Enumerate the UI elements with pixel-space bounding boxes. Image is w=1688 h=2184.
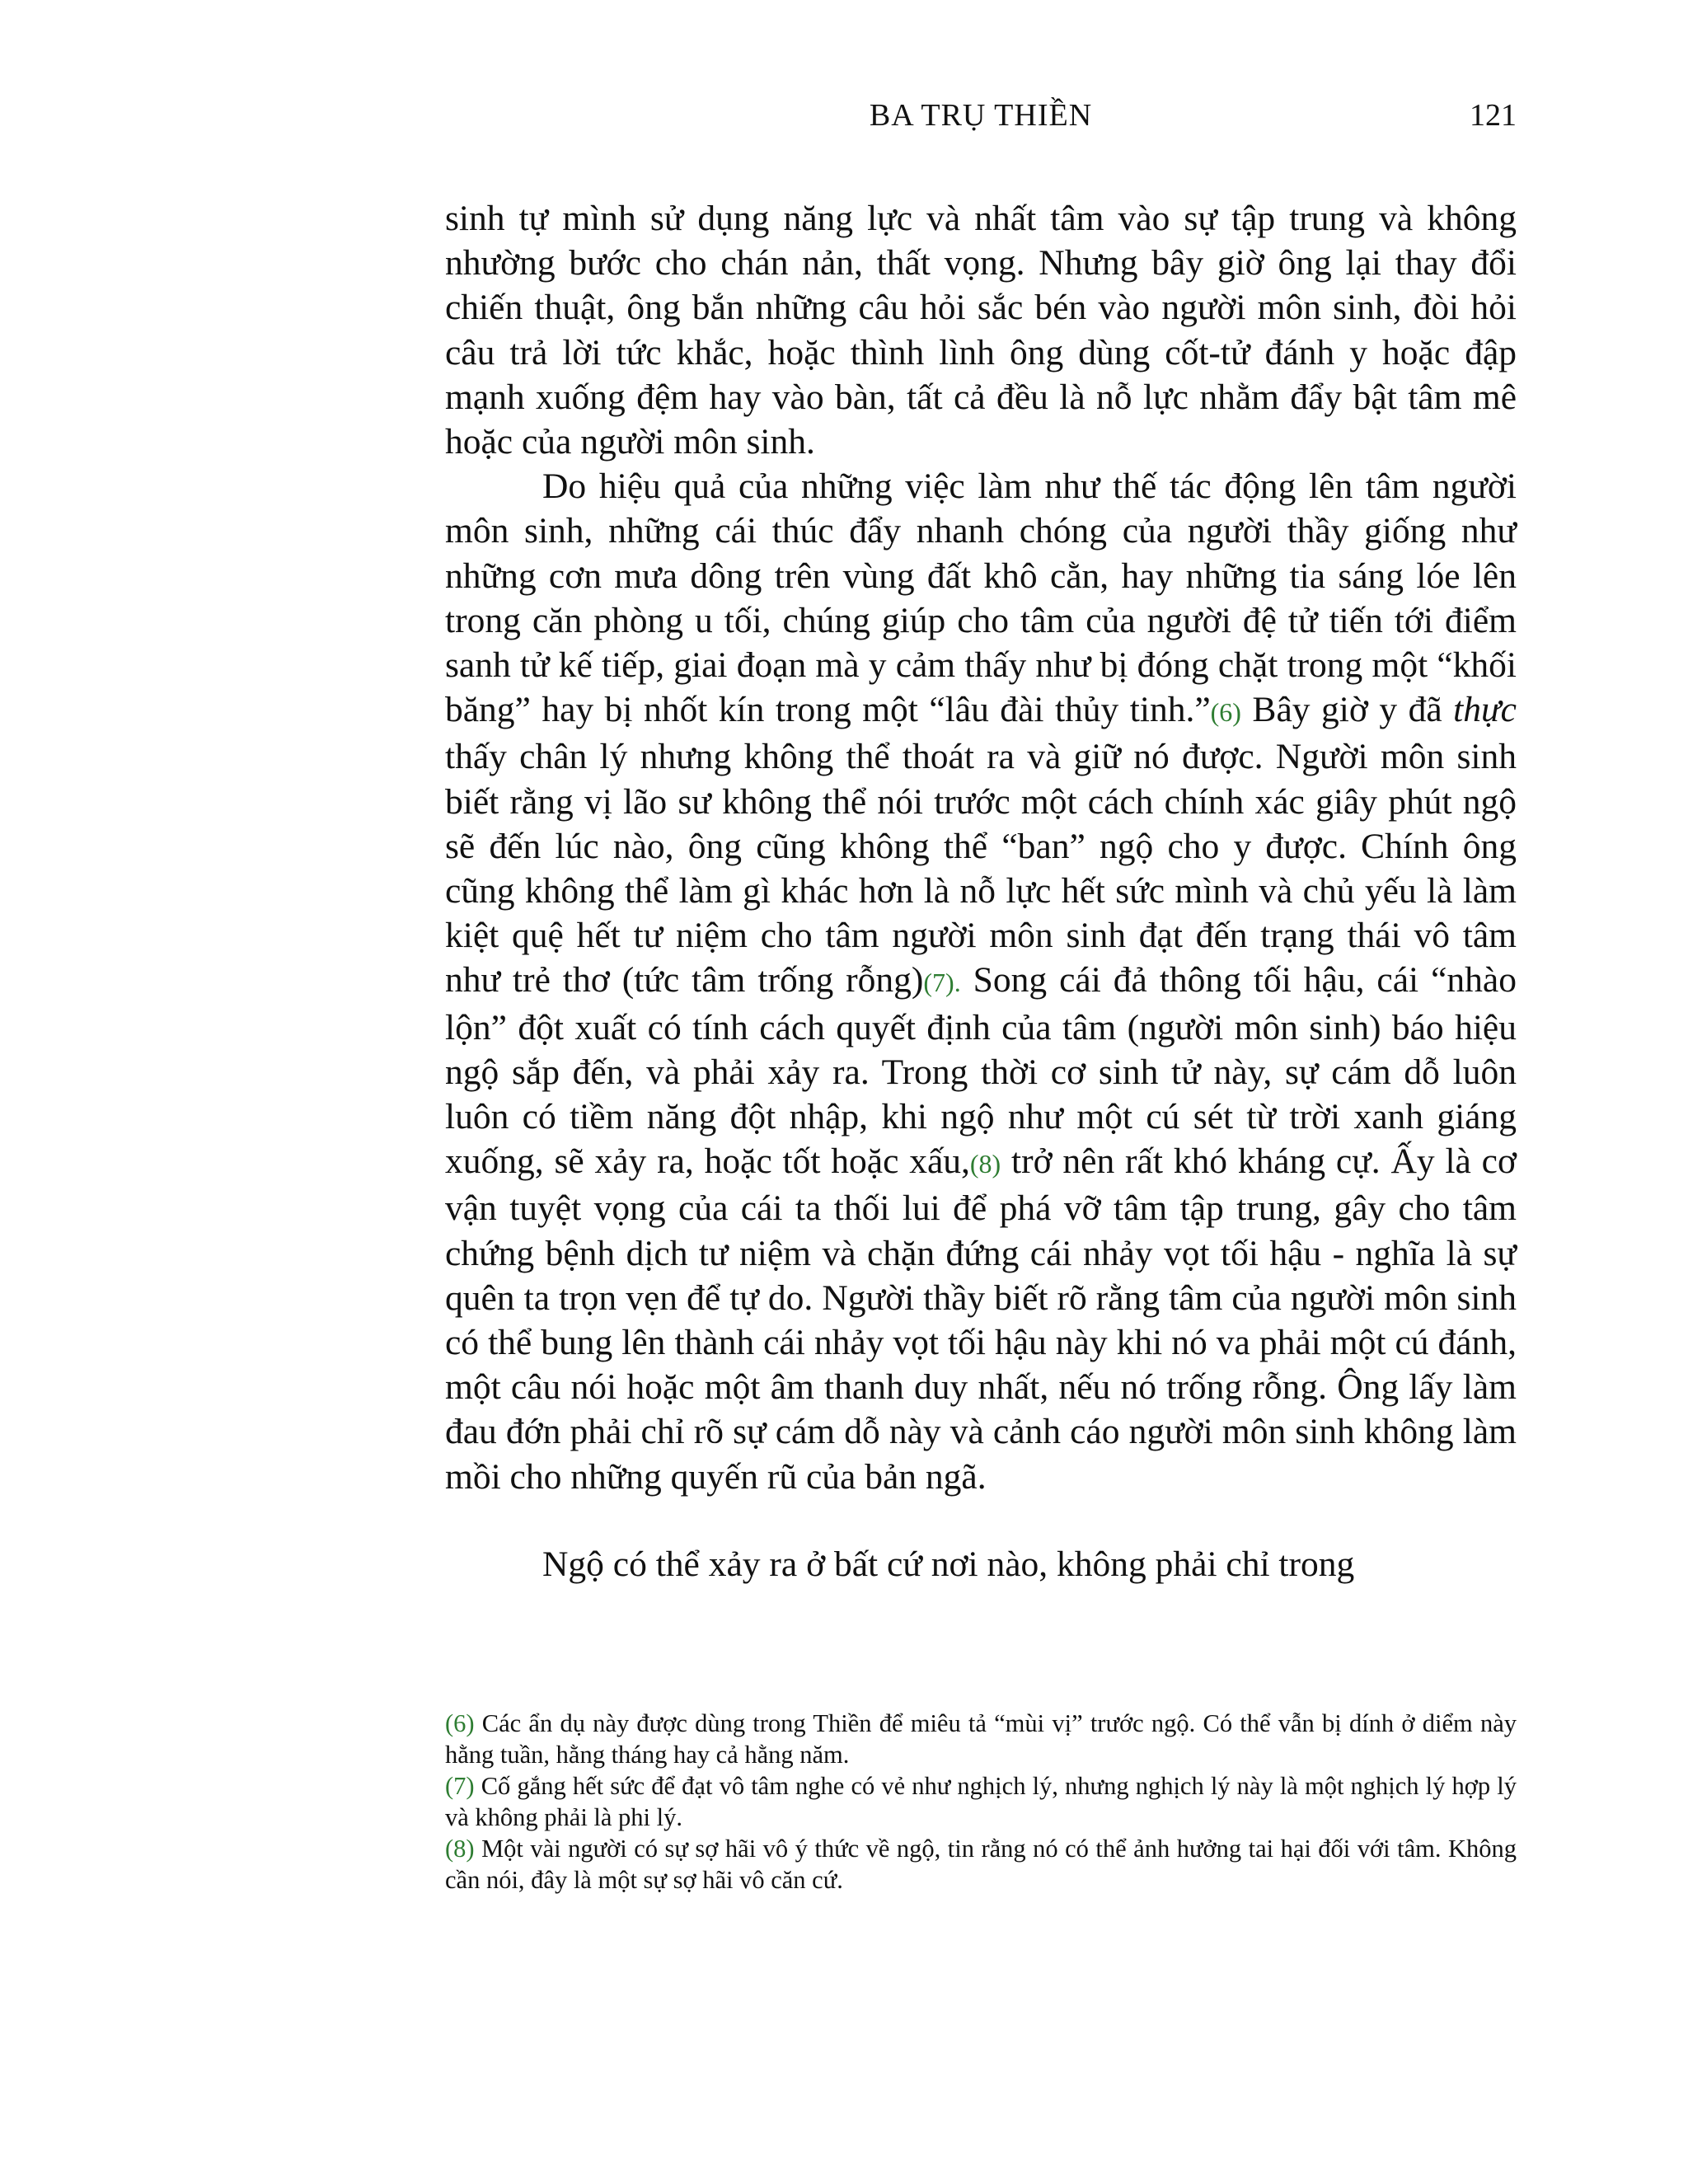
footnote-ref-8[interactable]: (8) [969,1149,1001,1179]
paragraph-2-part-d: Song cái đả thông tối hậu, cái “nhào lộn” đột xuất có tính cách quyết định của tâm (người môn sinh) báo hiệu ngộ sắp đến, và phải xảy ra. Trong thời cơ sinh tử này, sự cám dỗ luôn luôn có tiềm năng đột nhập, khi ngộ như một cú sét từ trời xanh giáng xuống, sẽ xảy ra, hoặc tốt hoặc xấu, [445,960,1517,1182]
footnote-7-number: (7) [445,1772,475,1800]
footnote-ref-6[interactable]: (6) [1210,697,1241,728]
paragraph-2-part-e: trở nên rất khó kháng cự. Ấy là cơ vận tuyệt vọng của cái ta thối lui để phá vỡ tâm tập trung, gây cho tâm chứng bệnh dịch tư niệm và chặn đứng cái nhảy vọt tối hậu - nghĩa là sự quên ta trọn vẹn để tự do. Người thầy biết rõ rằng tâm của người môn sinh có thể bung lên thành cái nhảy vọt tối hậu này khi nó va phải một cú đánh, một câu nói hoặc một âm thanh duy nhất, nếu nó trống rỗng. Ông lấy làm đau đớn phải chỉ rõ sự cám dỗ này và cảnh cáo người môn sinh không làm mồi cho những quyến rũ của bản ngã. [445,1141,1517,1497]
footnote-8-text: Một vài người có sự sợ hãi vô ý thức về ngộ, tin rằng nó có thể ảnh hưởng tai hại đối với tâm. Không cần nói, đây là một sự sợ hãi vô căn cứ. [445,1835,1517,1894]
body-text [445,196,1517,1586]
paragraph-2-part-b: Bây giờ y đã [1240,690,1454,730]
footnote-8-number: (8) [445,1835,475,1863]
paragraph-1: sinh tự mình sử dụng năng lực và nhất tâm vào sự tập trung và không nhường bước cho chán nản, thất vọng. Nhưng bây giờ ông lại thay đổi chiến thuật, ông bắn những câu hỏi sắc bén vào người môn sinh, đòi hỏi câu trả lời tức khắc, hoặc thình lình ông dùng cốt-tử đánh y hoặc đập mạnh xuống đệm hay vào bàn, tất cả đều là nỗ lực nhằm đẩy bật tâm mê hoặc của người môn sinh. [445,199,1517,462]
footnote-ref-7[interactable]: (7). [923,968,961,998]
footnote-7-text: Cố gắng hết sức để đạt vô tâm nghe có vẻ như nghịch lý, nhưng nghịch lý này là một nghịch lý hợp lý và không phải là phi lý. [445,1772,1517,1831]
footnote-6 [445,1708,1517,1770]
footnote-6-number: (6) [445,1709,475,1737]
paragraph-3: Ngộ có thể xảy ra ở bất cứ nơi nào, không phải chỉ trong [542,1544,1355,1584]
emphasis-thuc: thực [1453,690,1517,730]
paragraph-2-part-a: Do hiệu quả của những việc làm như thế tác động lên tâm người môn sinh, những cái thúc đẩy nhanh chóng của người thầy giống như những cơn mưa dông trên vùng đất khô cằn, hay những tia sáng lóe lên trong căn phòng u tối, chúng giúp cho tâm của người đệ tử tiến tới điểm sanh tử kế tiếp, giai đoạn mà y cảm thấy như bị đóng chặt trong một “khối băng” hay bị nhốt kín trong một “lâu đài thủy tinh.” [445,466,1517,730]
footnotes [445,1708,1517,1896]
running-head-title: BA TRỤ THIỀN [869,98,1093,133]
running-head [445,97,1517,147]
footnote-8 [445,1833,1517,1896]
paragraph-2 [445,464,1517,1499]
paragraph-2-part-c: thấy chân lý nhưng không thể thoát ra và giữ nó được. Người môn sinh biết rằng vị lão sư không thể nói trước một cách chính xác giây phút ngộ sẽ đến lúc nào, ông cũng không thể “ban” ngộ cho y được. Chính ông cũng không thể làm gì khác hơn là nỗ lực hết sức mình và chủ yếu là làm kiệt quệ hết tư niệm cho tâm người môn sinh đạt đến trạng thái vô tâm như trẻ thơ (tức tâm trống rỗng) [445,737,1517,1001]
page-number: 121 [1470,98,1517,133]
footnote-6-text: Các ẩn dụ này được dùng trong Thiền để miêu tả “mùi vị” trước ngộ. Có thể vẫn bị dính ở diểm này hằng tuần, hằng tháng hay cả hằng năm. [445,1709,1517,1769]
footnote-7 [445,1770,1517,1833]
